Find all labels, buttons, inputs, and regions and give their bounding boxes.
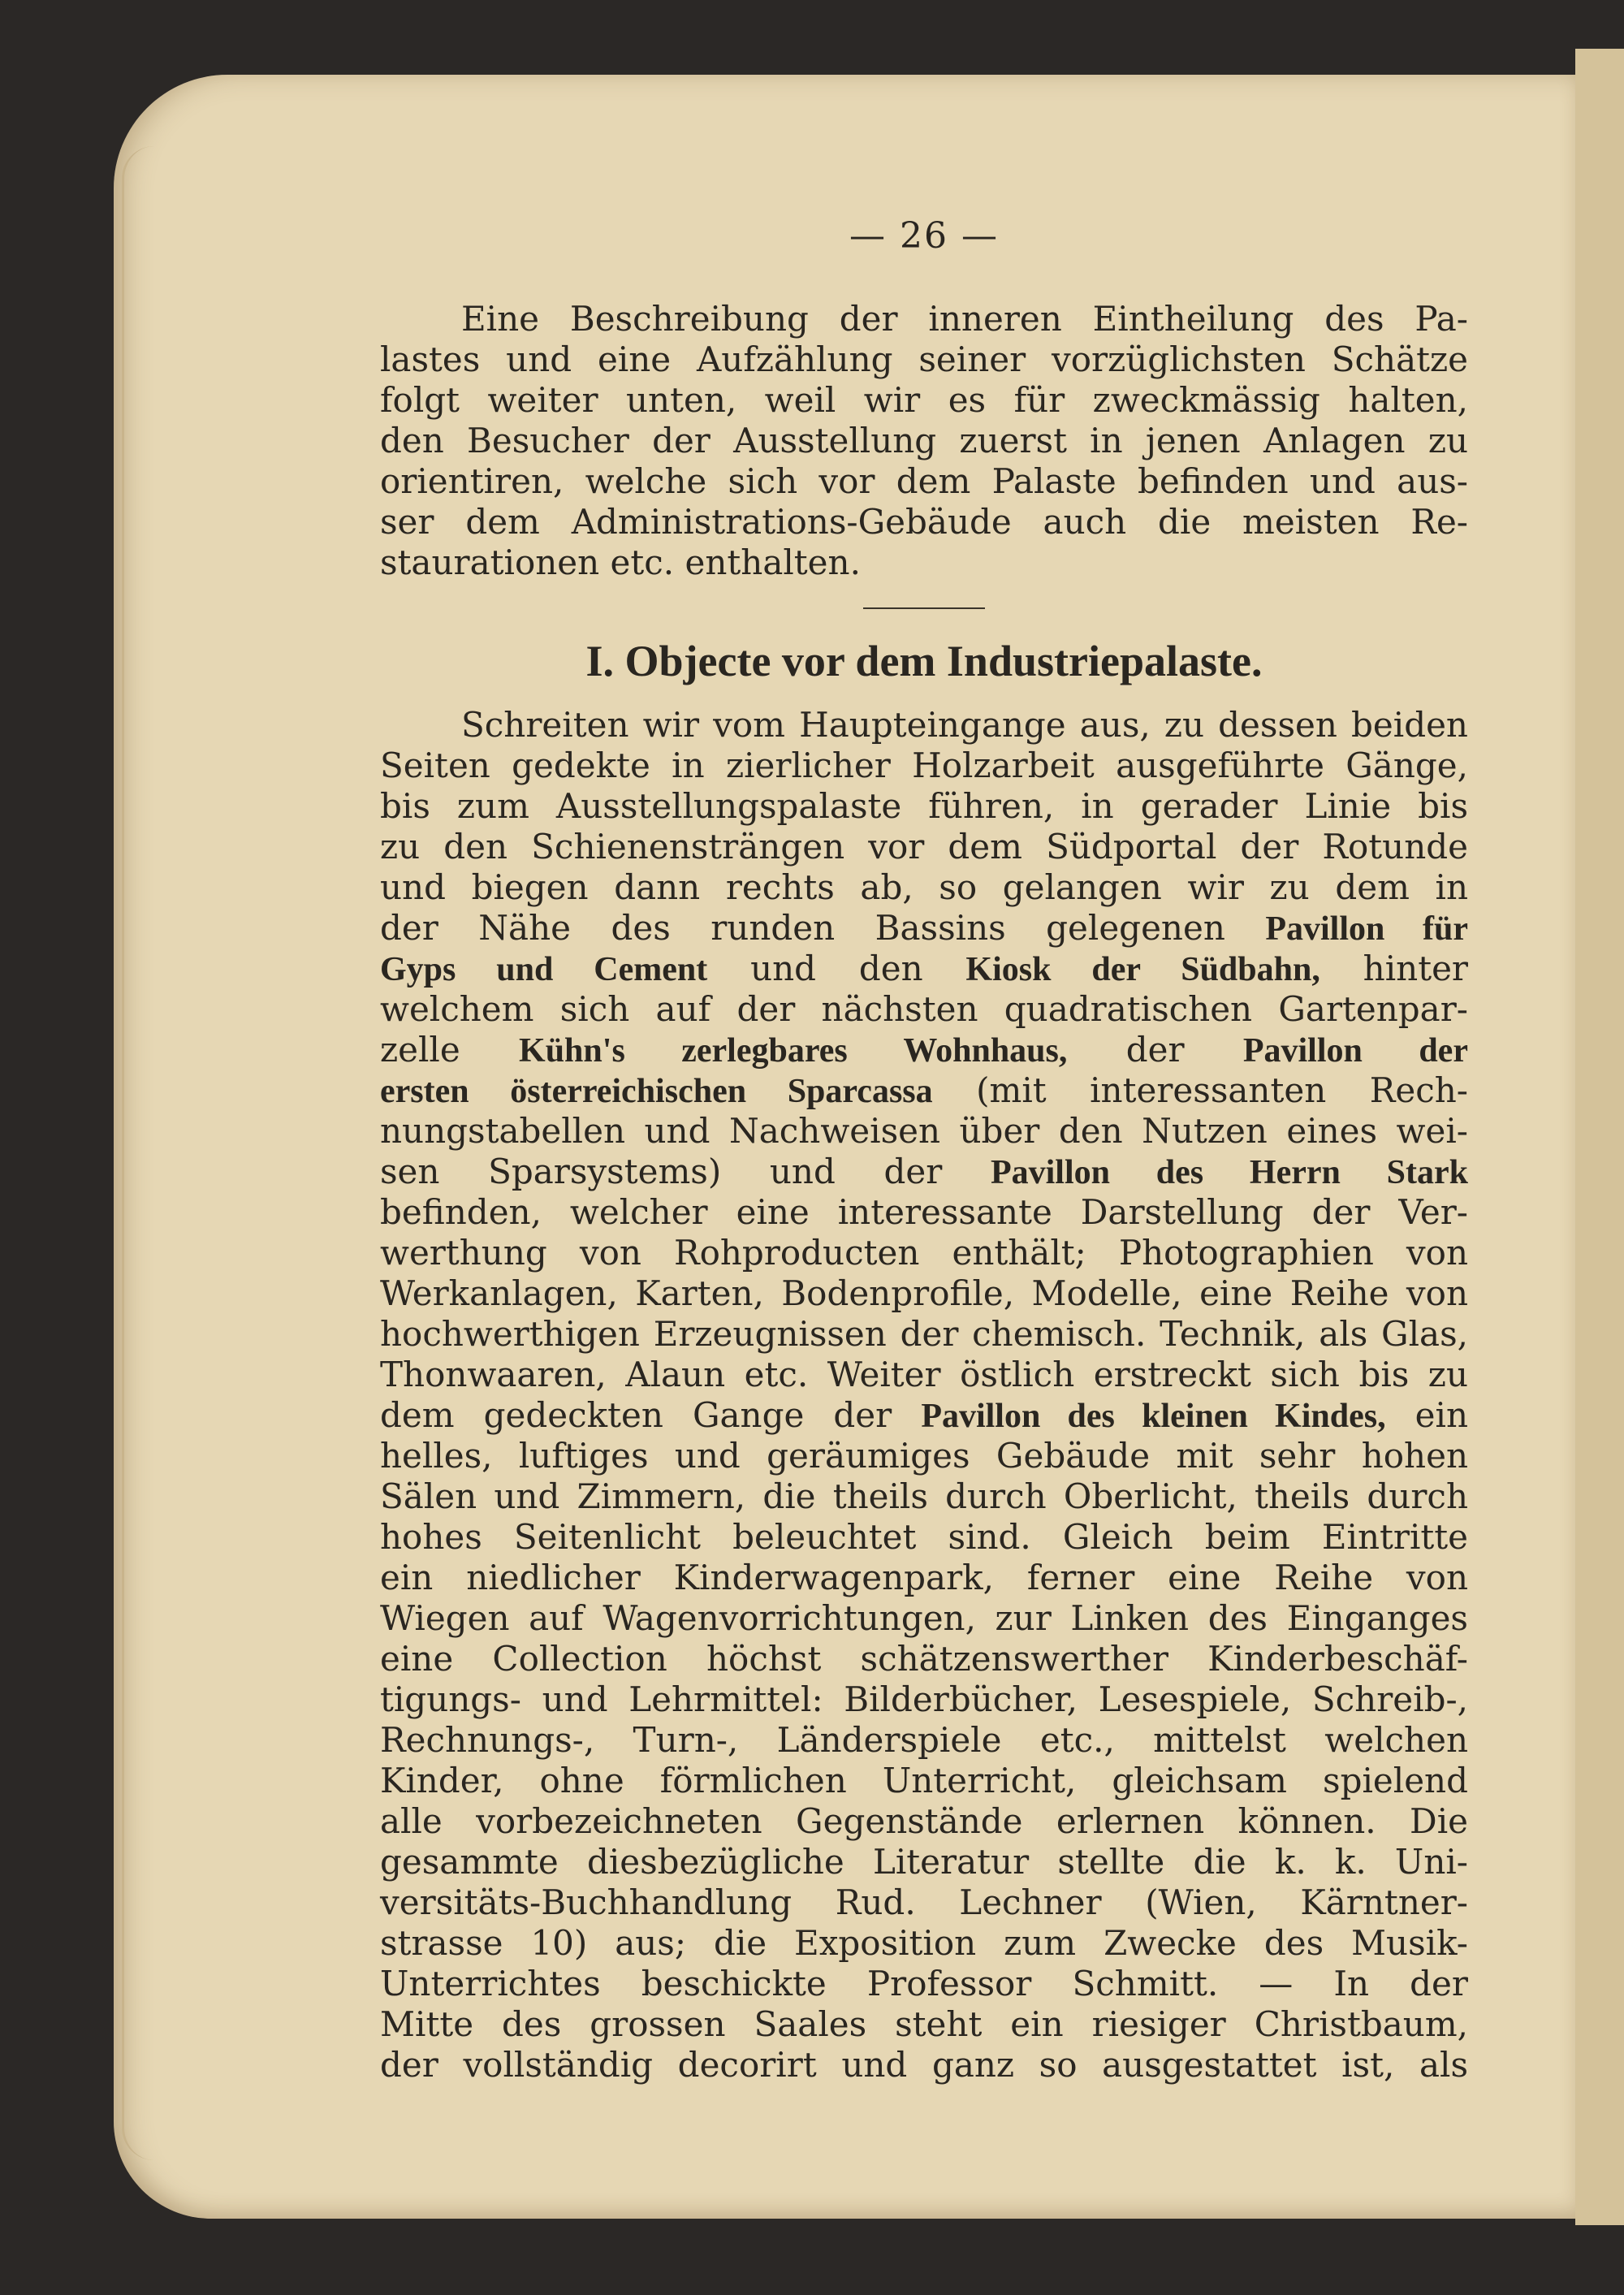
text-line: der Nähe des runden Bassins gelegenen Pavillon für (380, 908, 1468, 948)
text-line: Wiegen auf Wagenvorrichtungen, zur Linken des Einganges (380, 1598, 1468, 1638)
text-line: ein niedlicher Kinderwagenpark, ferner eine Reihe von (380, 1558, 1468, 1597)
text-line: eine Collection höchst schätzenswerther Kinderbeschäf- (380, 1639, 1468, 1679)
text-line: alle vorbezeichneten Gegenstände erlernen können. Die (380, 1801, 1468, 1841)
text-line: Kinder, ohne förmlichen Unterricht, gleichsam spielend (380, 1761, 1468, 1800)
text-line: Unterrichtes beschickte Professor Schmitt. — In der (380, 1964, 1468, 2003)
text-line: strasse 10) aus; die Exposition zum Zwecke des Musik- (380, 1923, 1468, 1963)
text-line: Sälen und Zimmern, die theils durch Oberlicht, theils durch (380, 1476, 1468, 1516)
text-line: den Besucher der Ausstellung zuerst in jenen Anlagen zu (380, 421, 1468, 460)
text-line: befinden, welcher eine interessante Darstellung der Ver- (380, 1192, 1468, 1232)
section-divider (863, 607, 985, 609)
text-line: zu den Schienensträngen vor dem Südportal der Rotunde (380, 827, 1468, 867)
page-edges (122, 146, 157, 2160)
text-line: sen Sparsystems) und der Pavillon des Herrn Stark (380, 1152, 1468, 1191)
text-line: und biegen dann rechts ab, so gelangen wir zu dem in (380, 867, 1468, 907)
text-line: hohes Seitenlicht beleuchtet sind. Gleich beim Eintritte (380, 1517, 1468, 1557)
text-line: welchem sich auf der nächsten quadratischen Gartenpar- (380, 989, 1468, 1029)
text-line: Eine Beschreibung der inneren Eintheilung des Pa- (461, 299, 1468, 339)
text-line: Werkanlagen, Karten, Bodenprofile, Modelle, eine Reihe von (380, 1273, 1468, 1313)
text-line: folgt weiter unten, weil wir es für zweckmässig halten, (380, 380, 1468, 420)
text-line: staurationen etc. enthalten. (380, 542, 861, 582)
page-number: — 26 — (849, 215, 999, 257)
exhibit-name: Pavillon des Herrn Stark (990, 1154, 1468, 1191)
section-heading: I. Objecte vor dem Industriepalaste. (585, 637, 1263, 685)
text-line: hochwerthigen Erzeugnissen der chemisch. Technik, als Glas, (380, 1314, 1468, 1354)
exhibit-name: Gyps und Cement (380, 951, 708, 988)
text-line: der vollständig decorirt und ganz so ausgestattet ist, als (380, 2045, 1468, 2085)
intro-paragraph (380, 299, 1468, 583)
text-line: zelle Kühn's zerlegbares Wohnhaus, der Pavillon der (380, 1030, 1468, 1070)
exhibit-name: Kiosk der Südbahn, (965, 951, 1320, 988)
text-line: ser dem Administrations-Gebäude auch die meisten Re- (380, 502, 1468, 542)
text-line: helles, luftiges und geräumiges Gebäude mit sehr hohen (380, 1436, 1468, 1476)
text-line: lastes und eine Aufzählung seiner vorzüglichsten Schätze (380, 339, 1468, 379)
exhibit-name: ersten österreichischen Sparcassa (380, 1073, 933, 1110)
text-line: tigungs- und Lehrmittel: Bilderbücher, Lesespiele, Schreib-, (380, 1679, 1468, 1719)
text-line: gesammte diesbezügliche Literatur stellte die k. k. Uni- (380, 1842, 1468, 1882)
text-line: werthung von Rohproducten enthält; Photographien von (380, 1233, 1468, 1273)
text-line: dem gedeckten Gange der Pavillon des kleinen Kindes, ein (380, 1395, 1468, 1435)
text-line: Rechnungs-, Turn-, Länderspiele etc., mittelst welchen (380, 1720, 1468, 1760)
text-line: Schreiten wir vom Haupteingange aus, zu dessen beiden (461, 705, 1468, 745)
text-line: orientiren, welche sich vor dem Palaste befinden und aus- (380, 461, 1468, 501)
text-line: bis zum Ausstellungspalaste führen, in gerader Linie bis (380, 786, 1468, 826)
text-line: Seiten gedekte in zierlicher Holzarbeit ausgeführte Gänge, (380, 746, 1468, 785)
exhibit-name: Pavillon für (1265, 910, 1468, 948)
exhibit-name: Kühn's zerlegbares Wohnhaus, (519, 1032, 1068, 1070)
body-paragraph (380, 705, 1468, 2085)
text-line: Gyps und Cement und den Kiosk der Südbahn, hinter (380, 949, 1468, 988)
text-line: ersten österreichischen Sparcassa (mit interessanten Rech- (380, 1070, 1468, 1110)
text-line: Mitte des grossen Saales steht ein riesiger Christbaum, (380, 2004, 1468, 2044)
exhibit-name: Pavillon der (1242, 1032, 1468, 1070)
text-line: versitäts-Buchhandlung Rud. Lechner (Wien, Kärntner- (380, 1882, 1468, 1922)
exhibit-name: Pavillon des kleinen Kindes, (921, 1398, 1386, 1435)
facing-page-edge (1575, 49, 1624, 2225)
text-line: Thonwaaren, Alaun etc. Weiter östlich erstreckt sich bis zu (380, 1355, 1468, 1394)
text-line: nungstabellen und Nachweisen über den Nutzen eines wei- (380, 1111, 1468, 1151)
